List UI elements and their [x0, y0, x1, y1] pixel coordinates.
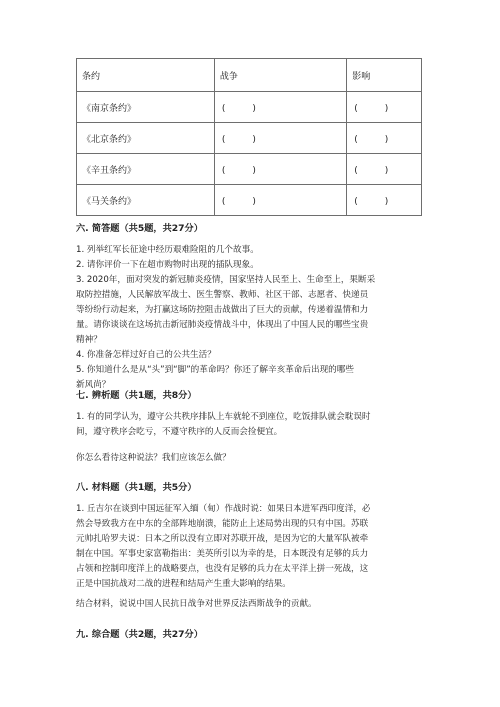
treaty-name: 《北京条约》: [77, 123, 215, 154]
question-line: 1. 列举红军长征途中经历艰难险阻的几个故事。: [76, 245, 259, 255]
table-header-impact: 影响: [347, 59, 422, 92]
treaty-table: [76, 58, 422, 216]
question-line: 5. 你知道什么是从“头”到“脚”的革命吗？你还了解辛亥革命后出现的哪些: [76, 365, 354, 375]
table-header-treaty: 条约: [77, 59, 215, 92]
passage-line: 然会导致我方在中东的全部阵地崩溃，能防止上述局势出现的只有中国。苏联: [76, 519, 369, 529]
passage-line: 制在中国。军事史家富勒指出：美英所引以为幸的是，日本既没有足够的兵力: [76, 549, 369, 559]
section-heading-comprehensive: 九. 综合题（共2题，共27分）: [76, 629, 203, 640]
treaty-name: 《南京条约》: [77, 92, 215, 123]
question-line: 3. 2020年，面对突发的新冠肺炎疫情，国家坚持人民至上、生命至上，果断采: [76, 275, 376, 285]
war-blank: ( ): [214, 123, 346, 154]
material-passage: [76, 502, 424, 592]
table-row: [77, 123, 422, 154]
question-line: 间，遵守秩序会吃亏，不遵守秩序的人反而会捡便宜。: [76, 427, 283, 437]
question-line: 2. 请你评价一下在超市购物时出现的插队现象。: [76, 260, 259, 270]
question-line: 取防控措施，人民解放军战士、医生警察、教师、社区干部、志愿者、快递员: [76, 290, 369, 300]
question-line: 量。请你谈谈在这场抗击新冠肺炎疫情战斗中，体现出了中国人民的哪些宝贵: [76, 320, 369, 330]
question-line: 1. 有的同学认为，遵守公共秩序排队上车就轮不到座位，吃饭排队就会耽误时: [76, 412, 371, 422]
war-blank: ( ): [214, 92, 346, 123]
question-line: 新风尚？: [76, 380, 111, 390]
discrimination-question: [76, 410, 424, 440]
table-row: [77, 92, 422, 123]
question-line: 等纷纷行动起来，为打赢这场防控阻击战做出了巨大的贡献，传递着温情和力: [76, 305, 369, 315]
table-header-war: 战争: [214, 59, 346, 92]
material-prompt: 结合材料，说说中国人民抗日战争对世界反法西斯战争的贡献。: [76, 599, 317, 609]
question-line: 4. 你准备怎样过好自己的公共生活？: [76, 350, 216, 360]
section-heading-discrimination: 七. 辨析题（共1题，共8分）: [76, 390, 197, 401]
passage-line: 正是中国抗战对二战的进程和结局产生重大影响的结果。: [76, 579, 291, 589]
section-heading-material: 八. 材料题（共1题，共5分）: [76, 482, 197, 493]
passage-line: 1. 丘吉尔在谈到中国远征军入缅（甸）作战时说：如果日本进军西印度洋，必: [76, 504, 371, 514]
impact-blank: ( ): [347, 92, 422, 123]
passage-line: 元帅扎哈罗夫说：日本之所以没有立即对苏联开战，是因为它的大量军队被牵: [76, 534, 369, 544]
table-row: [77, 185, 422, 216]
question-line: 精神？: [76, 335, 102, 345]
impact-blank: ( ): [347, 185, 422, 216]
treaty-name: 《辛丑条约》: [77, 154, 215, 185]
passage-line: 占领和控制印度洋上的战略要点，也没有足够的兵力在太平洋上拼一死战，这: [76, 564, 369, 574]
impact-blank: ( ): [347, 123, 422, 154]
short-answer-questions: [76, 243, 424, 393]
discrimination-prompt: 你怎么看待这种说法？我们应该怎么做？: [76, 453, 231, 463]
war-blank: ( ): [214, 154, 346, 185]
table-row: [77, 154, 422, 185]
section-heading-short-answer: 六. 简答题（共5题，共27分）: [76, 223, 203, 234]
war-blank: ( ): [214, 185, 346, 216]
table-header-row: [77, 59, 422, 92]
impact-blank: ( ): [347, 154, 422, 185]
treaty-name: 《马关条约》: [77, 185, 215, 216]
